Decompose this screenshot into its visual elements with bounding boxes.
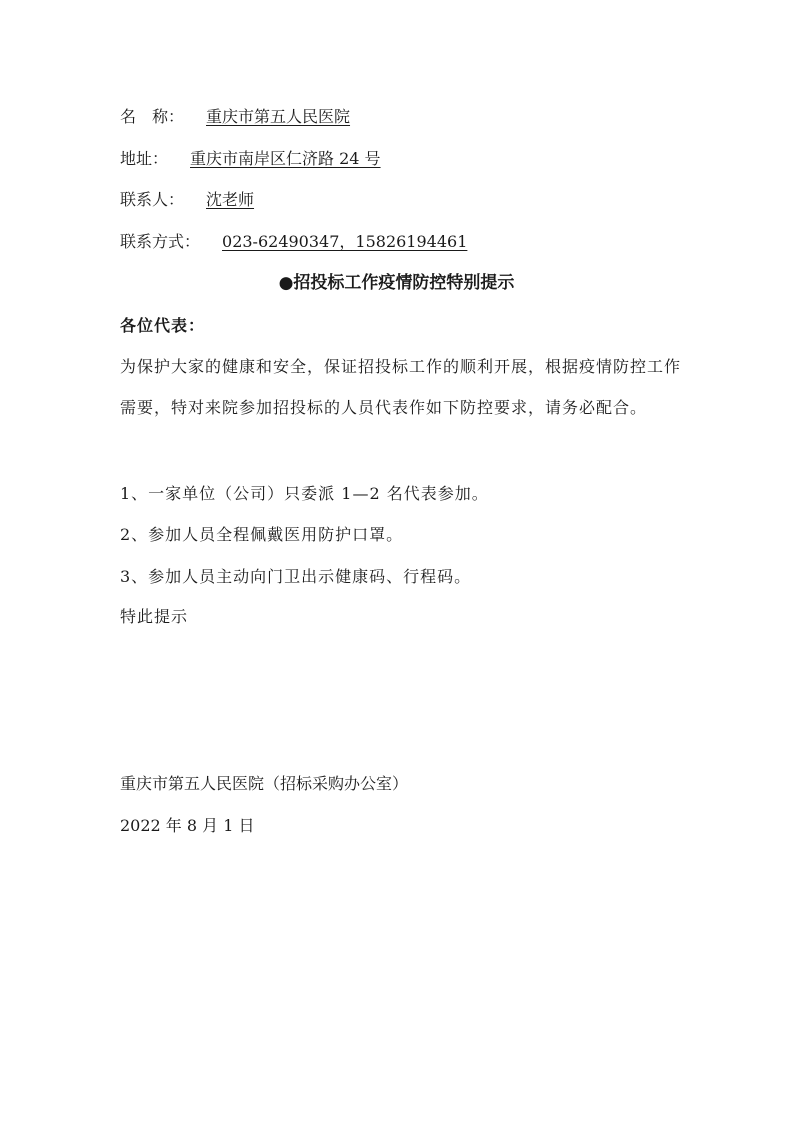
phone-label: 联系方式：	[120, 232, 201, 251]
name-value: 重庆市第五人民医院	[206, 107, 351, 126]
requirement-item-1: 1、一家单位（公司）只委派 1—2 名代表参加。	[120, 484, 489, 503]
contact-value: 沈老师	[206, 190, 255, 209]
contact-label: 联系人：	[120, 190, 185, 209]
name-label: 名 称：	[120, 107, 185, 126]
requirement-item-2: 2、参加人员全程佩戴医用防护口罩。	[120, 525, 404, 544]
signature-date: 2022 年 8 月 1 日	[120, 816, 255, 835]
signature-org: 重庆市第五人民医院（招标采购办公室）	[120, 774, 409, 793]
notice-title: ●招投标工作疫情防控特别提示	[278, 273, 515, 293]
requirement-item-3: 3、参加人员主动向门卫出示健康码、行程码。	[120, 567, 472, 586]
phone-value-underline	[200, 232, 481, 251]
contact-value-underline	[184, 190, 254, 209]
intro-paragraph: 为保护大家的健康和安全，保证招投标工作的顺利开展，根据疫情防控工作需要，特对来院参加招投标的人员代表作如下防控要求，请务必配合。	[120, 357, 682, 417]
name-row	[120, 106, 350, 128]
address-label: 地址：	[120, 149, 169, 168]
phone-row	[120, 231, 481, 253]
address-value: 重庆市南岸区仁济路 24 号	[190, 149, 381, 168]
closing-text: 特此提示	[120, 607, 189, 626]
phone-value: 023-62490347，15826194461	[222, 232, 468, 251]
name-value-underline	[184, 107, 350, 126]
salutation: 各位代表：	[120, 316, 206, 335]
address-row	[120, 148, 381, 170]
contact-row	[120, 189, 254, 211]
address-value-underline	[168, 149, 381, 168]
